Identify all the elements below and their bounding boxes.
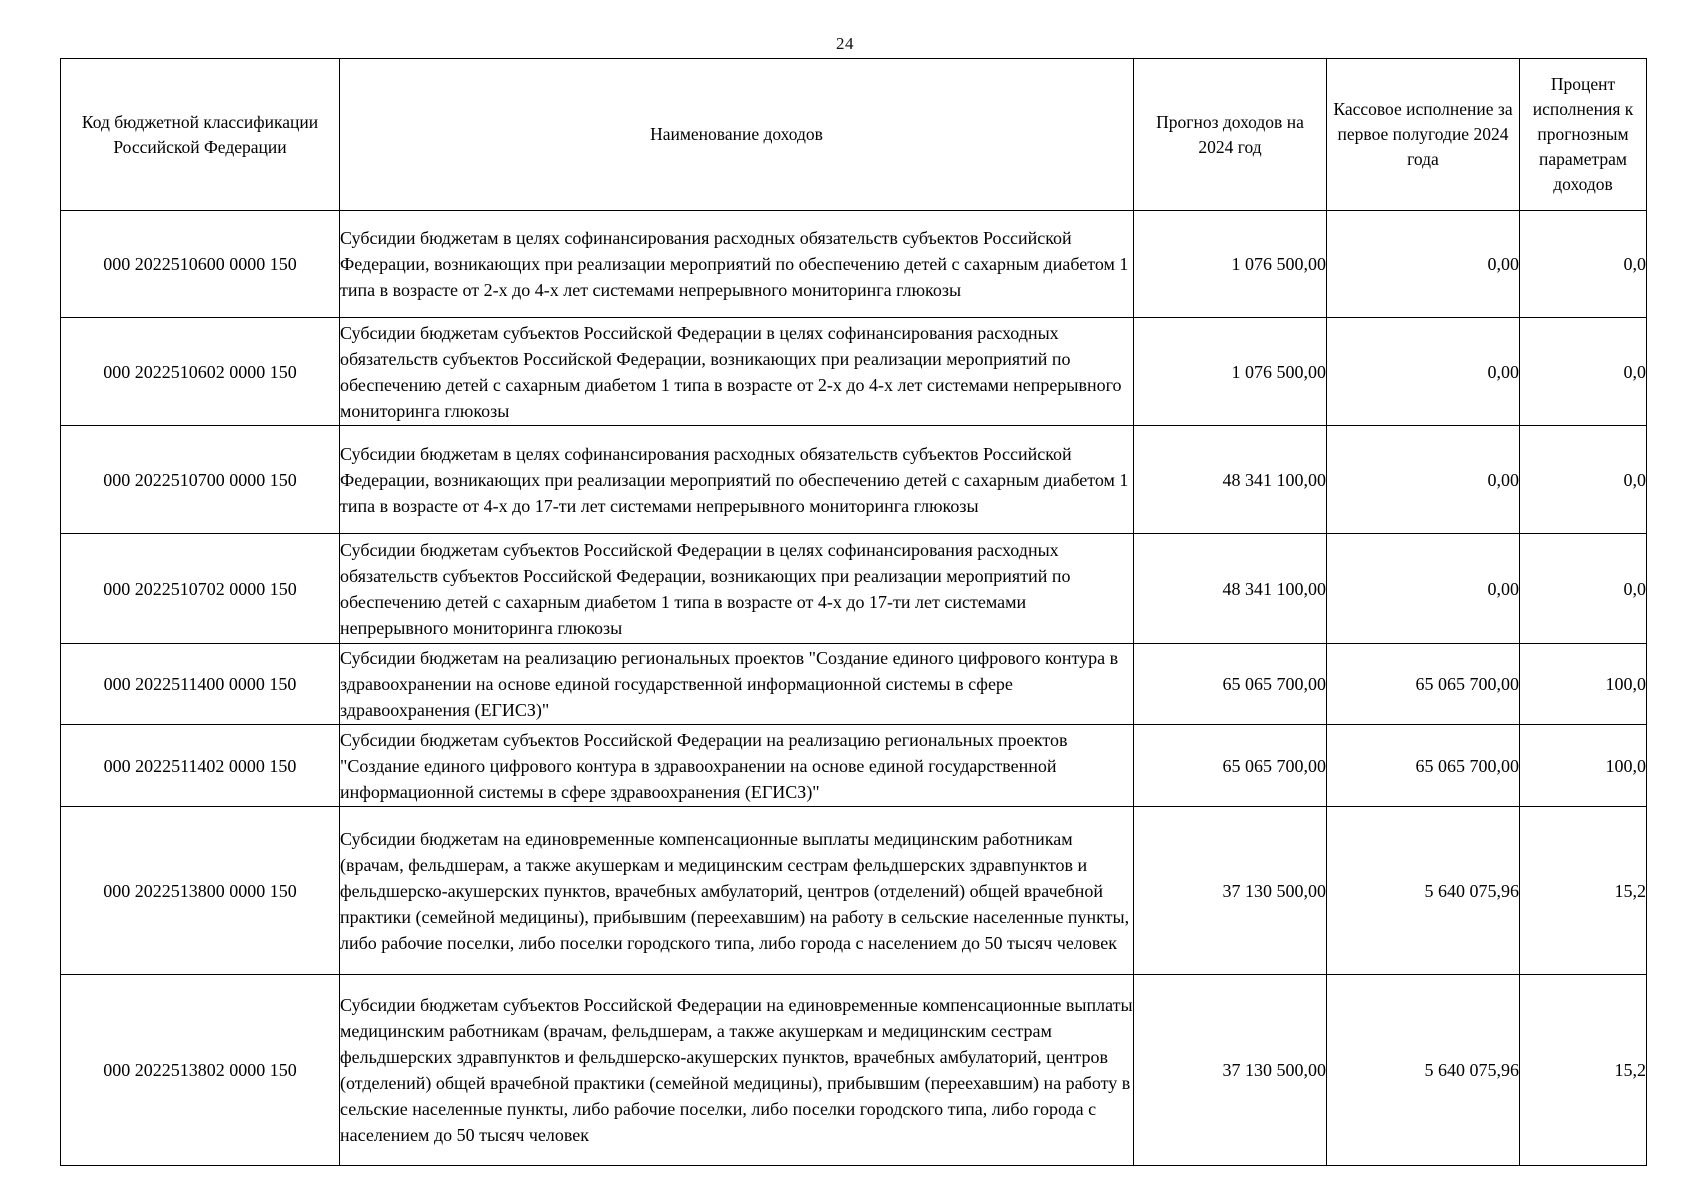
table-row [61, 318, 1647, 426]
table-row [61, 975, 1647, 1166]
row-name: Субсидии бюджетам на реализацию региональных проектов "Создание единого цифрового контура в здравоохранении на основе единой государственной информационной системы в сфере здравоохранения (ЕГИСЗ)" [340, 644, 1134, 725]
row-code: 000 2022513802 0000 150 [61, 975, 340, 1166]
row-percent: 0,0 [1520, 534, 1647, 644]
table-row [61, 534, 1647, 644]
row-execution: 0,00 [1327, 534, 1520, 644]
page-number: 24 [836, 34, 854, 53]
row-code: 000 2022510600 0000 150 [61, 211, 340, 318]
row-execution: 0,00 [1327, 318, 1520, 426]
row-execution: 65 065 700,00 [1327, 725, 1520, 807]
row-percent: 100,0 [1520, 725, 1647, 807]
table-row [61, 644, 1647, 725]
header-forecast: Прогноз доходов на 2024 год [1134, 59, 1327, 211]
table-row [61, 725, 1647, 807]
row-execution: 0,00 [1327, 426, 1520, 534]
row-forecast: 65 065 700,00 [1134, 725, 1327, 807]
row-forecast: 37 130 500,00 [1134, 807, 1327, 975]
table-row [61, 211, 1647, 318]
row-name: Субсидии бюджетам на единовременные компенсационные выплаты медицинским работникам (врачам, фельдшерам, а также акушеркам и медицинским сестрам фельдшерских здравпунктов и фельдшерско-акушерских пунктов, врачебных амбулаторий, центров (отделений) общей врачебной практики (семейной медицины), прибывшим (переехавшим) на работу в сельские населенные пункты, либо рабочие поселки, либо поселки городского типа, либо города с населением до 50 тысяч человек [340, 807, 1134, 975]
row-percent: 15,2 [1520, 975, 1647, 1166]
header-percent: Процент исполнения к прогнозным параметрам доходов [1520, 59, 1647, 211]
row-execution: 65 065 700,00 [1327, 644, 1520, 725]
row-forecast: 37 130 500,00 [1134, 975, 1327, 1166]
header-execution: Кассовое исполнение за первое полугодие 2024 года [1327, 59, 1520, 211]
row-forecast: 48 341 100,00 [1134, 534, 1327, 644]
row-name: Субсидии бюджетам субъектов Российской Федерации на единовременные компенсационные выплаты медицинским работникам (врачам, фельдшерам, а также акушеркам и медицинским сестрам фельдшерских здравпунктов и фельдшерско-акушерских пунктов, врачебных амбулаторий, центров (отделений) общей врачебной практики (семейной медицины), прибывшим (переехавшим) на работу в сельские населенные пункты, либо рабочие поселки, либо поселки городского типа, либо города с населением до 50 тысяч человек [340, 975, 1134, 1166]
row-code: 000 2022511400 0000 150 [61, 644, 340, 725]
row-code: 000 2022510700 0000 150 [61, 426, 340, 534]
header-name: Наименование доходов [340, 59, 1134, 211]
row-execution: 5 640 075,96 [1327, 975, 1520, 1166]
row-execution: 0,00 [1327, 211, 1520, 318]
row-code: 000 2022511402 0000 150 [61, 725, 340, 807]
row-code: 000 2022513800 0000 150 [61, 807, 340, 975]
table-header-row [61, 59, 1647, 211]
row-name: Субсидии бюджетам в целях софинансирования расходных обязательств субъектов Российской Федерации, возникающих при реализации мероприятий по обеспечению детей с сахарным диабетом 1 типа в возрасте от 2-х до 4-х лет системами непрерывного мониторинга глюкозы [340, 211, 1134, 318]
row-name: Субсидии бюджетам субъектов Российской Федерации в целях софинансирования расходных обязательств субъектов Российской Федерации, возникающих при реализации мероприятий по обеспечению детей с сахарным диабетом 1 типа в возрасте от 4-х до 17-ти лет системами непрерывного мониторинга глюкозы [340, 534, 1134, 644]
row-percent: 0,0 [1520, 211, 1647, 318]
row-forecast: 48 341 100,00 [1134, 426, 1327, 534]
header-code: Код бюджетной классификации Российской Федерации [61, 59, 340, 211]
row-name: Субсидии бюджетам субъектов Российской Федерации на реализацию региональных проектов "Создание единого цифрового контура в здравоохранении на основе единой государственной информационной системы в сфере здравоохранения (ЕГИСЗ)" [340, 725, 1134, 807]
row-name: Субсидии бюджетам субъектов Российской Федерации в целях софинансирования расходных обязательств субъектов Российской Федерации, возникающих при реализации мероприятий по обеспечению детей с сахарным диабетом 1 типа в возрасте от 2-х до 4-х лет системами непрерывного мониторинга глюкозы [340, 318, 1134, 426]
revenue-table [60, 58, 1647, 1166]
row-code: 000 2022510702 0000 150 [61, 534, 340, 644]
row-percent: 0,0 [1520, 426, 1647, 534]
row-forecast: 65 065 700,00 [1134, 644, 1327, 725]
row-forecast: 1 076 500,00 [1134, 318, 1327, 426]
row-execution: 5 640 075,96 [1327, 807, 1520, 975]
table-row [61, 807, 1647, 975]
row-name: Субсидии бюджетам в целях софинансирования расходных обязательств субъектов Российской Федерации, возникающих при реализации мероприятий по обеспечению детей с сахарным диабетом 1 типа в возрасте от 4-х до 17-ти лет системами непрерывного мониторинга глюкозы [340, 426, 1134, 534]
row-percent: 15,2 [1520, 807, 1647, 975]
row-percent: 100,0 [1520, 644, 1647, 725]
table-row [61, 426, 1647, 534]
row-code: 000 2022510602 0000 150 [61, 318, 340, 426]
row-forecast: 1 076 500,00 [1134, 211, 1327, 318]
row-percent: 0,0 [1520, 318, 1647, 426]
